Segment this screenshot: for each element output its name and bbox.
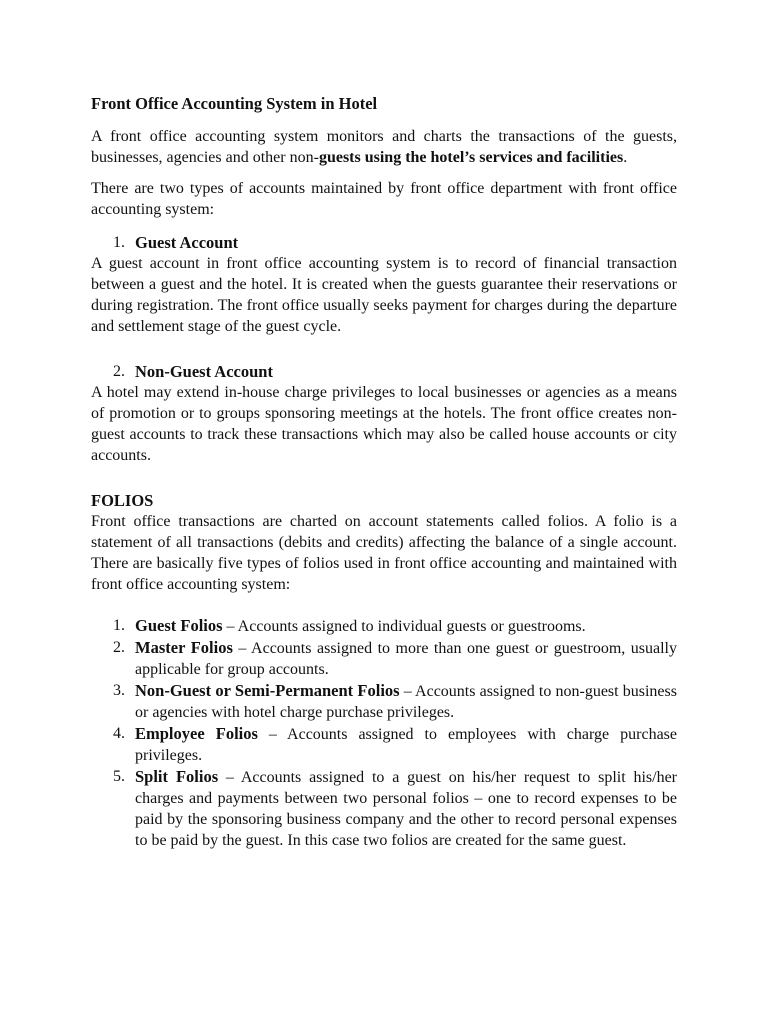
list-item-number: 1. xyxy=(113,617,125,634)
folio-separator: – xyxy=(232,640,252,657)
folio-separator: – xyxy=(257,726,288,743)
folio-separator: – xyxy=(399,683,416,700)
account-heading-non-guest xyxy=(91,361,677,382)
account-description-non-guest: A hotel may extend in-house charge privileges to local businesses or agencies as a means of promotion or to groups sponsoring meetings at the hotels. The front office creates non-guest accounts to track these transactions which may also be called house accounts or city accounts. xyxy=(91,384,677,464)
folio-separator: – xyxy=(222,618,238,635)
list-item-number: 2. xyxy=(113,639,125,656)
folio-term: Master Folios xyxy=(135,638,233,657)
list-item-number: 3. xyxy=(113,682,125,699)
document-title: Front Office Accounting System in Hotel xyxy=(91,94,378,113)
folio-term: Guest Folios xyxy=(135,616,223,635)
folio-term: Non-Guest or Semi-Permanent Folios xyxy=(135,681,400,700)
list-item-body xyxy=(135,723,677,766)
folio-separator: – xyxy=(218,769,241,786)
folio-text: Accounts assigned to more than one guest or guestroom, usually applicable for group accounts. xyxy=(135,640,677,678)
list-item-body xyxy=(135,615,677,637)
list-item-body xyxy=(135,766,677,851)
account-heading-guest xyxy=(91,232,677,253)
list-item-body xyxy=(135,637,677,680)
account-description-guest: A guest account in front office accounting system is to record of financial transaction between a guest and the hotel. It is created when the guests guarantee their reservations or during registration. The front office usually seeks payment for charges during the departure and settlement stage of the guest cycle. xyxy=(91,255,677,335)
account-number: 2. xyxy=(113,363,125,380)
intro-end: . xyxy=(623,149,628,166)
folio-types-list xyxy=(91,615,677,851)
folios-description: Front office transactions are charted on account statements called folios. A folio is a statement of all transactions (debits and credits) affecting the balance of a single account. There are basically five types of folios used in front office accounting and maintained with front office accounting system: xyxy=(91,513,677,593)
folio-text: Accounts assigned to employees with charge purchase privileges. xyxy=(135,726,677,764)
intro-bold-text: guests using the hotel’s services and facilities xyxy=(318,149,624,166)
document-content xyxy=(91,93,677,851)
account-number: 1. xyxy=(113,234,125,251)
intro-paragraph xyxy=(91,126,677,168)
folio-text: Accounts assigned to non-guest business or agencies with hotel charge purchase privileges. xyxy=(135,683,677,721)
folios-heading: FOLIOS xyxy=(91,491,154,510)
folio-text: Accounts assigned to individual guests or guestrooms. xyxy=(237,618,586,635)
account-types-intro: There are two types of accounts maintained by front office department with front office accounting system: xyxy=(91,180,677,218)
list-item-number: 4. xyxy=(113,725,125,742)
list-item-number: 5. xyxy=(113,768,125,785)
folio-text: Accounts assigned to a guest on his/her request to split his/her charges and payments between two personal folios – one to record expenses to be paid by the sponsoring business company and the other to record personal expenses to be paid by the guest. In this case two folios are created for the same guest. xyxy=(135,769,678,849)
intro-text: A front office accounting system monitors and charts the transactions of the guests, businesses, agencies and other non- xyxy=(91,128,677,166)
account-label: Guest Account xyxy=(135,233,239,252)
list-item-body xyxy=(135,680,677,723)
list-item xyxy=(91,723,677,766)
folio-term: Split Folios xyxy=(135,767,219,786)
list-item xyxy=(91,766,677,851)
list-item xyxy=(91,615,677,637)
folio-term: Employee Folios xyxy=(135,724,258,743)
account-label: Non-Guest Account xyxy=(135,362,273,381)
list-item xyxy=(91,637,677,680)
list-item xyxy=(91,680,677,723)
